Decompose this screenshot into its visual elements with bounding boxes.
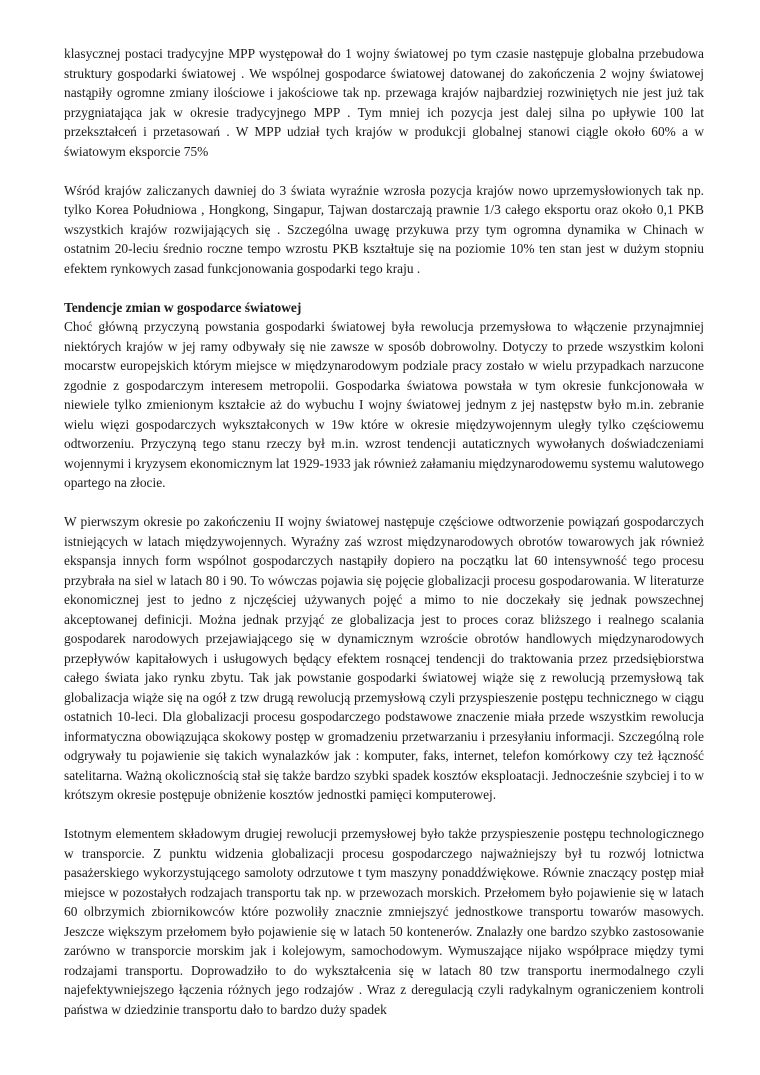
section-paragraph-2: W pierwszym okresie po zakończeniu II wojny światowej następuje częściowe odtworzenie powiązań gospodarczych istniejących w latach międzywojennych. Wyraźny zaś wzrost międzynarodowych obrotów towarowych jak również ekspansja innych form wspólnot gospodarczych nastąpiły dopiero na początku lat 60 intensywność tego procesu przybrała na siel w latach 80 i 90. To wówczas pojawia się pojęcie globalizacji procesu gospodarowania. W literaturze ekonomicznej jest to jedno z njczęściej używanych pojęć a mimo to nie doczekały się jednak powszechnej akceptowanej definicji. Można jednak przyjąć ze globalizacja jest to proces coraz bliższego i realnego scalania gospodarek narodowych przejawiającego się w dynamicznym wzroście obrotów handlowych międzynarodowych przepływów kapitałowych i usługowych będący efektem rosnącej tendencji do traktowania przez przedsiębiorstwa całego świata jako rynku zbytu. Tak jak powstanie gospodarki światowej wiąże się z rewolucją przemysłową tak globalizacja wiąże się na ogół z tzw drugą rewolucją przemysłową czyli przyspieszenie postępu technicznego w ciągu ostatnich 10-leci. Dla globalizacji procesu gospodarczego podstawowe znaczenie miała przede wszystkim rewolucja informatyczna obowiązująca skokowy postęp w gromadzeniu przetwarzaniu i przesyłaniu informacji. Szczególną role odgrywały tu pojawienie się takich wynalazków jak : komputer, faks, internet, telefon komórkowy czy też łączność satelitarna. Ważną okolicznością stał się także bardzo szybki spadek kosztów eksploatacji. Jednocześnie szybciej i to w krótszym okresie postępuje obniżenie kosztów jednostki pamięci komputerowej. [64, 514, 704, 802]
section-paragraph-1: Choć główną przyczyną powstania gospodarki światowej była rewolucja przemysłowa to włączenie przynajmniej niektórych krajów w jej ramy odbywały się nie zawsze w sposób dobrowolny. Dotyczy to przede wszystkim koloni mocarstw europejskich którym miejsce w międzynarodowym podziale pracy zostało w wielu przypadkach narzucone zgodnie z gospodarczym interesem metropolii. Gospodarka światowa powstała w tym okresie funkcjonowała w niewiele tylko zmienionym kształcie aż do wybuchu I wojny światowej jednym z jej następstw było m.in. zebranie wielu więzi gospodarczych wykształconych w 19w które w okresie międzywojennym uległy tylko częściowemu odtworzeniu. Przyczyną tego stanu rzeczy był m.in. wzrost tendencji autaticznych wywołanych doświadczeniami wojennymi i kryzysem ekonomicznym lat 1929-1933 jak również załamaniu międzynarodowemu systemu walutowego opartego na złocie. [64, 319, 704, 490]
paragraph-1: klasycznej postaci tradycyjne MPP występował do 1 wojny światowej po tym czasie następuje globalna przebudowa struktury gospodarki światowej . We wspólnej gospodarce światowej datowanej do zakończenia 2 wojny światowej nastąpiły ogromne zmiany ilościowe i jakościowe tak np. przewaga krajów najbardziej rozwiniętych nie jest już tak przygniatająca jak w okresie tradycyjnego MPP . Tym mniej ich pozycja jest dalej silna po upływie 100 lat przekształceń i przetasowań . W MPP udział tych krajów w produkcji globalnej stanowi ciągle około 60% a w światowym eksporcie 75% [64, 46, 704, 159]
section-heading: Tendencje zmian w gospodarce światowej [64, 299, 302, 315]
paragraph-2: Wśród krajów zaliczanych dawniej do 3 świata wyraźnie wzrosła pozycja krajów nowo uprzemysłowionych tak np. tylko Korea Południowa , Hongkong, Singapur, Tajwan dostarczają prawnie 1/3 całego eksportu oraz około 0,1 PKB wszystkich krajów rozwijających się . Szczególna uwagę przykuwa przy tym ogromna dynamika w Chinach w ostatnim 20-leciu średnio roczne tempo wzrostu PKB kształtuje się na poziomie 10% ten stan jest w dużym stopniu efektem rynkowych zasad funkcjonowania gospodarki tego kraju . [64, 182, 704, 276]
section-paragraph-3: Istotnym elementem składowym drugiej rewolucji przemysłowej było także przyspieszenie postępu technologicznego w transporcie. Z punktu widzenia globalizacji procesu gospodarczego najważniejszy był tu rozwój lotnictwa pasażerskiego wykorzystującego samoloty odrzutowe t tym maszyny ponaddźwiękowe. Równie znaczący postęp miał miejsce w pozostałych rodzajach transportu tak np. w przewozach morskich. Przełomem było pojawienie się w latach 60 olbrzymich zbiornikowców które pozwoliły znacznie zmniejszyć jednostkowe transportu towarów masowych. Jeszcze większym przełomem było pojawienie się w latach 50 kontenerów. Znalazły one bardzo szybko zastosowanie zarówno w transporcie morskim jak i kolejowym, samochodowym. Wymuszające nijako współprace między tymi rodzajami transportu. Doprowadziło to do wykształcenia się w latach 80 tzw transportu inermodalnego czyli najefektywniejszego łączenia różnych jego rodzajów . Wraz z deregulacją czyli radykalnym ograniczeniem kontroli państwa w dziedzinie transportu dało to bardzo duży spadek [64, 826, 704, 1017]
